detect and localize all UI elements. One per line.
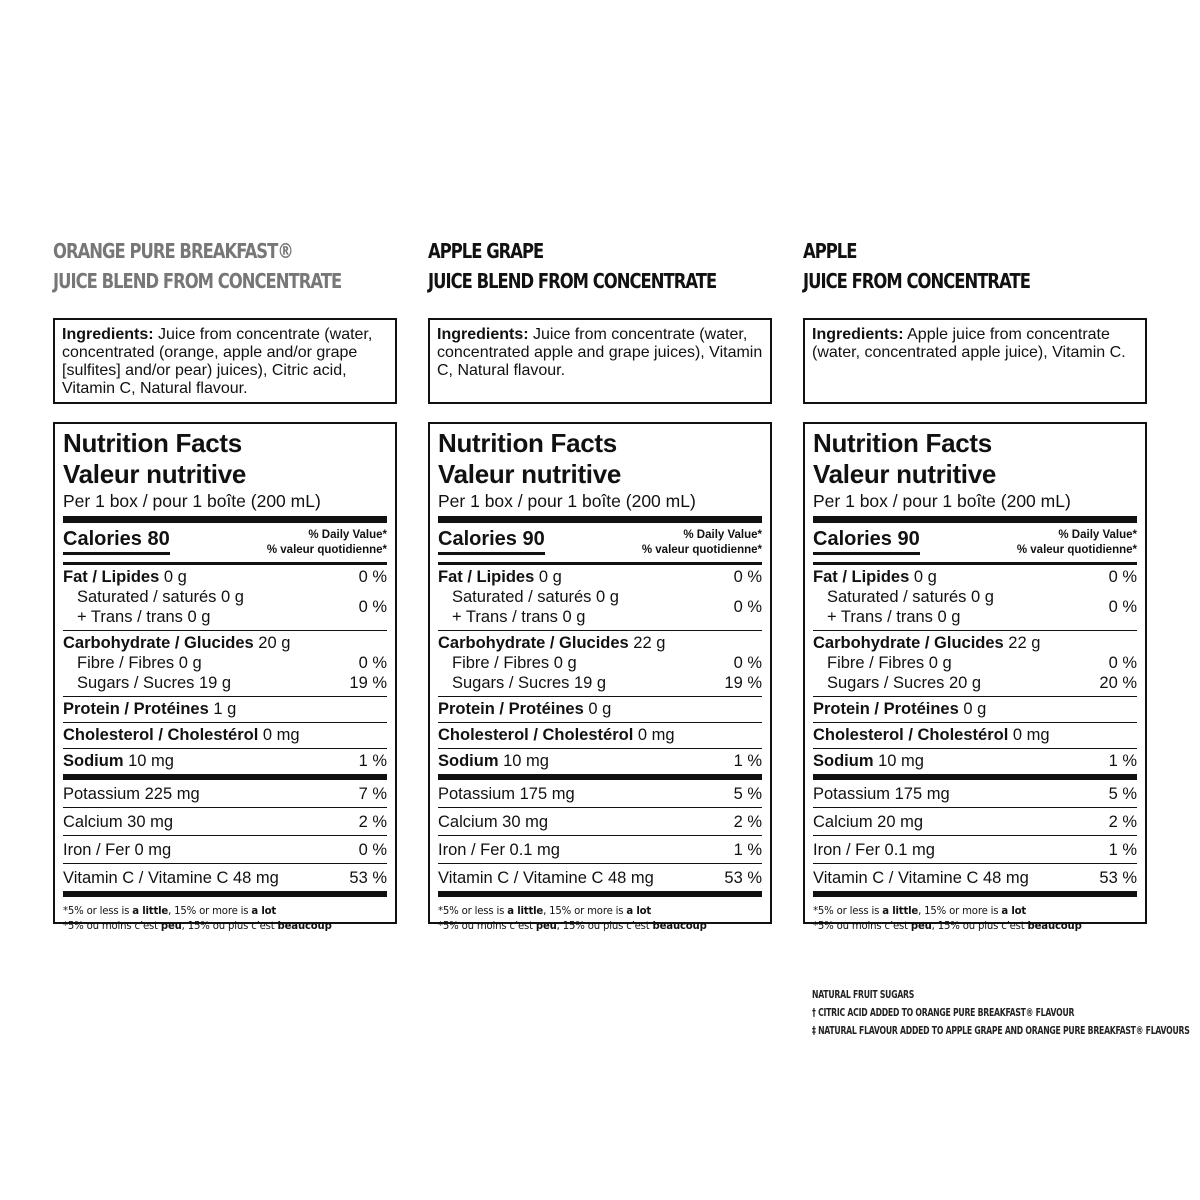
calories: Calories 90 [438, 527, 545, 555]
sodium-label: Sodium [813, 752, 874, 770]
fat-section [63, 565, 387, 631]
nutrition-facts-table [53, 422, 397, 932]
fat-row [63, 567, 387, 587]
ingredients-box [428, 318, 772, 404]
fat-label: Fat / Lipides [63, 568, 160, 586]
cholesterol-label: Cholesterol / Cholestérol [438, 726, 634, 744]
fat-row [813, 567, 1137, 587]
potassium-row [63, 780, 387, 808]
fat-row [438, 567, 762, 587]
sodium-amount: 10 mg [498, 752, 549, 770]
cholesterol-amount: 0 mg [258, 726, 300, 744]
sodium-percent: 1 % [358, 752, 387, 770]
cholesterol-label: Cholesterol / Cholestérol [63, 726, 259, 744]
valeur-nutritive-title: Valeur nutritive [63, 459, 247, 489]
trans-row: + Trans / trans 0 g [452, 608, 586, 626]
footnote-fr: *5% ou moins c’est peu, 15% ou plus c’est beaucoup [438, 919, 707, 932]
cholesterol-amount: 0 mg [633, 726, 675, 744]
vitamin-c-row [438, 864, 762, 897]
serving-size: Per 1 box / pour 1 boîte (200 mL) [813, 490, 1137, 523]
product-title-line1: ORANGE PURE BREAKFAST® [53, 239, 293, 263]
sodium-percent: 1 % [1108, 752, 1137, 770]
fat-percent: 0 % [358, 568, 387, 586]
product-title-line1: APPLE [803, 239, 857, 263]
footnote-en: *5% or less is a little, 15% or more is a lot [813, 904, 1027, 917]
sodium-label: Sodium [438, 752, 499, 770]
sugars-row [813, 673, 1137, 693]
fat-section [813, 565, 1137, 631]
vitamin-c-percent: 53 % [1099, 869, 1137, 887]
note-natural-flavour: ‡ NATURAL FLAVOUR ADDED TO APPLE GRAPE AND ORANGE PURE BREAKFAST® FLAVOURS [812, 1024, 1190, 1037]
fibre-label: Fibre / Fibres 0 g [77, 654, 202, 672]
vitamin-c-percent: 53 % [349, 869, 387, 887]
potassium-percent: 5 % [1108, 785, 1137, 803]
note-citric-acid: † CITRIC ACID ADDED TO ORANGE PURE BREAKFAST® FLAVOUR [812, 1006, 1075, 1019]
cholesterol-row [63, 725, 387, 745]
protein-row [813, 699, 1137, 719]
product-title-line2: JUICE BLEND FROM CONCENTRATE [428, 269, 717, 293]
saturated-row: Saturated / saturés 0 g [827, 588, 994, 606]
carb-amount: 20 g [253, 634, 291, 652]
fibre-label: Fibre / Fibres 0 g [452, 654, 577, 672]
product-title [53, 236, 397, 302]
fat-percent: 0 % [1108, 568, 1137, 586]
trans-row: + Trans / trans 0 g [827, 608, 961, 626]
product-title-line2: JUICE BLEND FROM CONCENTRATE [53, 269, 342, 293]
sat-trans-group [438, 587, 762, 627]
product-title-line1: APPLE GRAPE [428, 239, 544, 263]
vitamin-c-label: Vitamin C / Vitamine C 48 mg [813, 869, 1029, 887]
daily-value-footnote [63, 897, 361, 933]
sat-trans-group [813, 587, 1137, 627]
cholesterol-section [438, 723, 762, 749]
fat-label: Fat / Lipides [813, 568, 910, 586]
potassium-label: Potassium 225 mg [63, 785, 200, 803]
iron-percent: 0 % [358, 841, 387, 859]
ingredients-label: Ingredients: [437, 326, 529, 343]
footnote-en: *5% or less is a little, 15% or more is a lot [63, 904, 277, 917]
product-column-2 [428, 236, 772, 932]
nutrition-facts-table [803, 422, 1147, 932]
vitamin-c-percent: 53 % [724, 869, 762, 887]
sugars-row [63, 673, 387, 693]
footnote-en: *5% or less is a little, 15% or more is a lot [438, 904, 652, 917]
potassium-label: Potassium 175 mg [438, 785, 575, 803]
calories: Calories 90 [813, 527, 920, 555]
calories-row [63, 523, 387, 565]
cholesterol-row [438, 725, 762, 745]
sat-trans-percent: 0 % [733, 598, 762, 616]
potassium-label: Potassium 175 mg [813, 785, 950, 803]
valeur-nutritive-title: Valeur nutritive [438, 459, 622, 489]
sodium-section [438, 749, 762, 780]
footnote-fr: *5% ou moins c’est peu, 15% ou plus c’est beaucoup [813, 919, 1082, 932]
daily-value-header [267, 527, 387, 558]
vitamin-c-row [813, 864, 1137, 897]
sugars-percent: 19 % [349, 674, 387, 692]
sat-trans-group [63, 587, 387, 627]
protein-row [63, 699, 387, 719]
cholesterol-section [813, 723, 1137, 749]
protein-amount: 0 g [958, 700, 987, 718]
carb-amount: 22 g [1003, 634, 1041, 652]
protein-label: Protein / Protéines [63, 700, 209, 718]
daily-value-fr: % valeur quotidienne* [266, 544, 387, 556]
fibre-row [63, 653, 387, 673]
product-title [428, 236, 772, 302]
iron-label: Iron / Fer 0.1 mg [813, 841, 935, 859]
iron-percent: 1 % [1108, 841, 1137, 859]
sugars-percent: 19 % [724, 674, 762, 692]
product-title-line2: JUICE FROM CONCENTRATE [803, 269, 1030, 293]
sodium-amount: 10 mg [873, 752, 924, 770]
fat-amount: 0 g [534, 568, 562, 586]
carb-label: Carbohydrate / Glucides [63, 634, 254, 652]
daily-value-header [642, 527, 762, 558]
carb-section [438, 631, 762, 697]
nutrition-facts-table [428, 422, 772, 932]
trans-row: + Trans / trans 0 g [77, 608, 211, 626]
ingredients-box [803, 318, 1147, 404]
saturated-row: Saturated / saturés 0 g [452, 588, 619, 606]
calcium-percent: 2 % [1108, 813, 1137, 831]
sat-trans-percent: 0 % [1108, 598, 1137, 616]
fibre-row [813, 653, 1137, 673]
valeur-nutritive-title: Valeur nutritive [813, 459, 997, 489]
calcium-percent: 2 % [733, 813, 762, 831]
calcium-label: Calcium 20 mg [813, 813, 924, 831]
saturated-row: Saturated / saturés 0 g [77, 588, 244, 606]
sodium-section [813, 749, 1137, 780]
sodium-label: Sodium [63, 752, 124, 770]
calcium-label: Calcium 30 mg [63, 813, 174, 831]
sugars-label: Sugars / Sucres 19 g [77, 674, 232, 692]
sugars-percent: 20 % [1099, 674, 1137, 692]
carb-amount: 22 g [628, 634, 666, 652]
fat-label: Fat / Lipides [438, 568, 535, 586]
cholesterol-amount: 0 mg [1008, 726, 1050, 744]
calories: Calories 80 [63, 527, 170, 555]
protein-amount: 1 g [208, 700, 237, 718]
carb-row [63, 633, 387, 653]
nutrition-facts-title: Nutrition Facts [438, 428, 617, 458]
nutrition-facts-title: Nutrition Facts [813, 428, 992, 458]
protein-row [438, 699, 762, 719]
ingredients-text: Juice from concentrate (water, concentrated apple and grape juices), Vitamin C, Natural flavour. [437, 326, 763, 379]
iron-row [813, 836, 1137, 864]
sat-trans-percent: 0 % [358, 598, 387, 616]
vitamin-c-label: Vitamin C / Vitamine C 48 mg [438, 869, 654, 887]
sodium-row [813, 751, 1137, 771]
protein-amount: 0 g [583, 700, 612, 718]
fibre-percent: 0 % [1108, 654, 1137, 672]
iron-row [63, 836, 387, 864]
carb-section [63, 631, 387, 697]
iron-label: Iron / Fer 0 mg [63, 841, 172, 859]
fat-section [438, 565, 762, 631]
sodium-percent: 1 % [733, 752, 762, 770]
daily-value-footnote [813, 897, 1111, 933]
protein-label: Protein / Protéines [438, 700, 584, 718]
sugars-label: Sugars / Sucres 19 g [452, 674, 607, 692]
carb-row [438, 633, 762, 653]
daily-value-fr: % valeur quotidienne* [641, 544, 762, 556]
protein-section [813, 697, 1137, 723]
sodium-row [63, 751, 387, 771]
fibre-row [438, 653, 762, 673]
sodium-amount: 10 mg [123, 752, 174, 770]
fat-amount: 0 g [909, 568, 937, 586]
calories-row [813, 523, 1137, 565]
sodium-section [63, 749, 387, 780]
ingredients-box [53, 318, 397, 404]
daily-value-en: % Daily Value* [1058, 529, 1137, 541]
calcium-row [63, 808, 387, 836]
potassium-percent: 5 % [733, 785, 762, 803]
nutrition-facts-title: Nutrition Facts [63, 428, 242, 458]
fibre-percent: 0 % [358, 654, 387, 672]
cholesterol-label: Cholesterol / Cholestérol [813, 726, 1009, 744]
calories-row [438, 523, 762, 565]
protein-section [438, 697, 762, 723]
daily-value-header [1017, 527, 1137, 558]
iron-percent: 1 % [733, 841, 762, 859]
calcium-label: Calcium 30 mg [438, 813, 549, 831]
carb-section [813, 631, 1137, 697]
iron-row [438, 836, 762, 864]
cholesterol-section [63, 723, 387, 749]
serving-size: Per 1 box / pour 1 boîte (200 mL) [438, 490, 762, 523]
carb-label: Carbohydrate / Glucides [438, 634, 629, 652]
serving-size: Per 1 box / pour 1 boîte (200 mL) [63, 490, 387, 523]
daily-value-fr: % valeur quotidienne* [1016, 544, 1137, 556]
calcium-percent: 2 % [358, 813, 387, 831]
calcium-row [813, 808, 1137, 836]
daily-value-en: % Daily Value* [683, 529, 762, 541]
note-natural-fruit-sugars: NATURAL FRUIT SUGARS [812, 988, 915, 1001]
product-column-3 [803, 236, 1147, 932]
daily-value-en: % Daily Value* [308, 529, 387, 541]
sugars-label: Sugars / Sucres 20 g [827, 674, 982, 692]
fat-amount: 0 g [159, 568, 187, 586]
footnotes [812, 986, 1190, 1040]
product-title [803, 236, 1147, 302]
ingredients-label: Ingredients: [812, 326, 904, 343]
vitamin-c-label: Vitamin C / Vitamine C 48 mg [63, 869, 279, 887]
calcium-row [438, 808, 762, 836]
potassium-percent: 7 % [358, 785, 387, 803]
fibre-label: Fibre / Fibres 0 g [827, 654, 952, 672]
protein-section [63, 697, 387, 723]
ingredients-label: Ingredients: [62, 326, 154, 343]
ingredients-text: Juice from concentrate (water, concentrated (orange, apple and/or grape [sulfites] and/or pear) juices), Citric acid, Vitamin C, Natural flavour. [62, 326, 373, 397]
vitamin-c-row [63, 864, 387, 897]
fibre-percent: 0 % [733, 654, 762, 672]
ingredients-text: Apple juice from concentrate (water, concentrated apple juice), Vitamin C. [812, 326, 1126, 361]
carb-label: Carbohydrate / Glucides [813, 634, 1004, 652]
cholesterol-row [813, 725, 1137, 745]
footnote-fr: *5% ou moins c’est peu, 15% ou plus c’est beaucoup [63, 919, 332, 932]
carb-row [813, 633, 1137, 653]
iron-label: Iron / Fer 0.1 mg [438, 841, 560, 859]
product-column-1 [53, 236, 397, 932]
protein-label: Protein / Protéines [813, 700, 959, 718]
daily-value-footnote [438, 897, 736, 933]
sodium-row [438, 751, 762, 771]
fat-percent: 0 % [733, 568, 762, 586]
potassium-row [438, 780, 762, 808]
potassium-row [813, 780, 1137, 808]
sugars-row [438, 673, 762, 693]
